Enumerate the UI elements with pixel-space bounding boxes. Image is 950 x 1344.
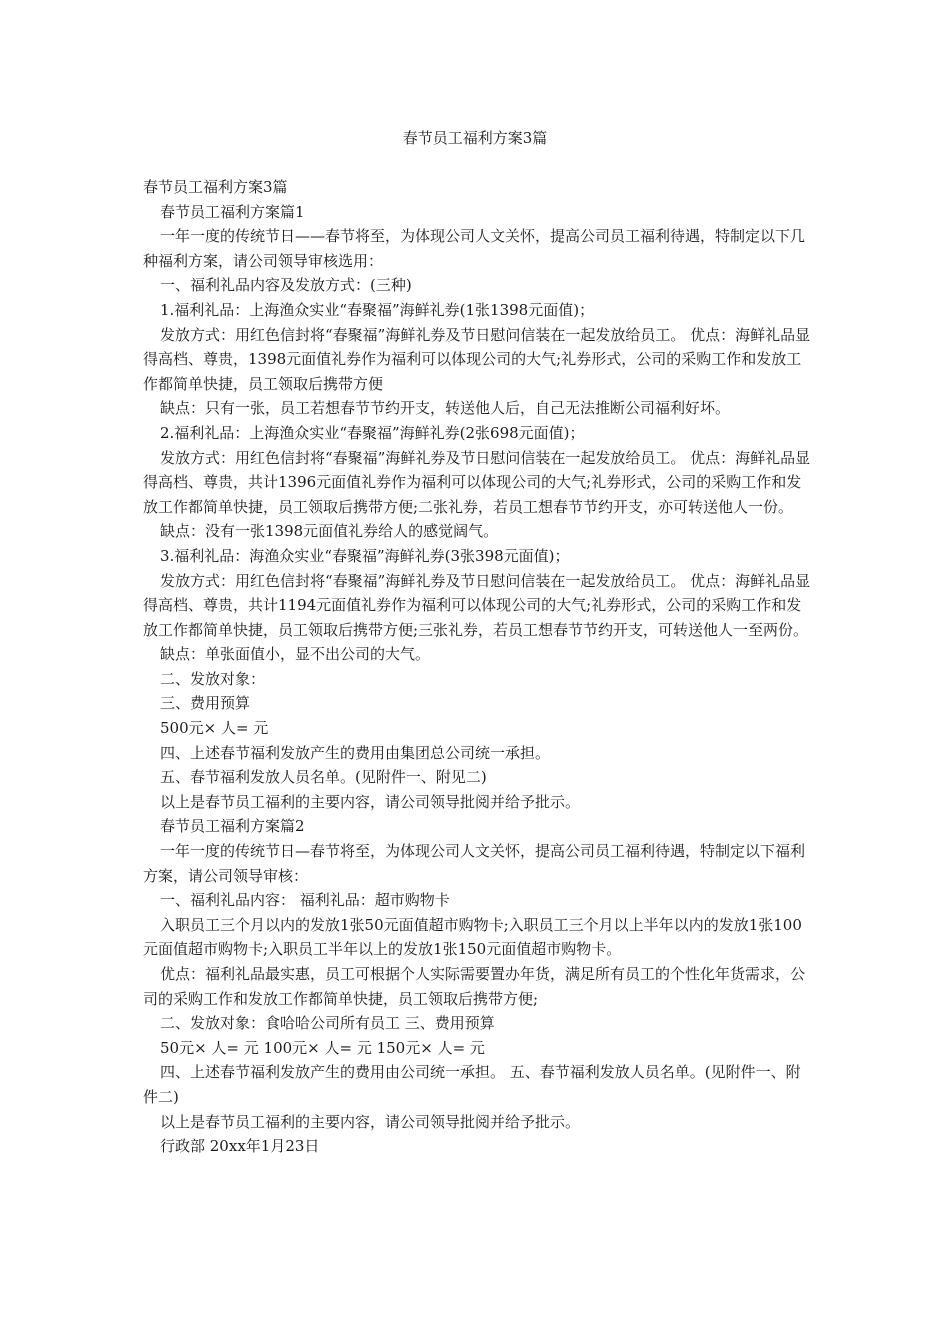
paragraph: 三、费用预算 [160, 694, 251, 713]
paragraph: 500元× 人= 元 [160, 719, 269, 738]
paragraph: 行政部 20xx年1月23日 [160, 1137, 320, 1156]
paragraph: 入职员工三个月以内的发放1张50元面值超市购物卡;入职员工三个月以上半年以内的发放1张100元面值超市购物卡;入职员工半年以上的发放1张150元面值超市购物卡。 [143, 915, 802, 959]
paragraph: 以上是春节员工福利的主要内容，请公司领导批阅并给予批示。 [160, 1112, 581, 1131]
paragraph: 春节员工福利方案篇1 [160, 202, 305, 221]
paragraph: 一、福利礼品内容： 福利礼品：超市购物卡 [160, 891, 450, 910]
document-title: 春节员工福利方案3篇 [402, 129, 548, 147]
paragraph: 1.福利礼品：上海渔众实业“春聚福”海鲜礼券(1张1398元面值)； [160, 300, 595, 319]
paragraph: 四、上述春节福利发放产生的费用由集团总公司统一承担。 [160, 743, 551, 762]
paragraph: 优点：福利礼品最实惠，员工可根据个人实际需要置办年货，满足所有员工的个性化年货需求，公司的采购工作和发放工作都简单快捷，员工领取后携带方便; [143, 965, 806, 1008]
document-body [143, 175, 813, 1159]
paragraph: 发放方式：用红色信封将“春聚福”海鲜礼券及节日慰问信装在一起发放给员工。 优点：海鲜礼品显得高档、尊贵，1398元面值礼券作为福利可以体现公司的大气;礼券形式，公司的采购工作和发放工作都简单快捷，员工领取后携带方便 [143, 325, 811, 393]
paragraph: 四、上述春节福利发放产生的费用由公司统一承担。 五、春节福利发放人员名单。(见附件一、附件二) [143, 1063, 801, 1106]
paragraph: 二、发放对象：食哈哈公司所有员工 三、费用预算 [160, 1014, 495, 1033]
paragraph: 3.福利礼品：海渔众实业“春聚福”海鲜礼券(3张398元面值)； [160, 546, 570, 565]
paragraph: 一年一度的传统节日—春节将至，为体现公司人文关怀，提高公司员工福利待遇，特制定以下福利方案，请公司领导审核： [143, 842, 806, 885]
paragraph: 春节员工福利方案篇2 [160, 817, 305, 836]
paragraph: 以上是春节员工福利的主要内容，请公司领导批阅并给予批示。 [160, 792, 581, 811]
paragraph: 发放方式：用红色信封将“春聚福”海鲜礼券及节日慰问信装在一起发放给员工。 优点：海鲜礼品显得高档、尊贵，共计1194元面值礼券作为福利可以体现公司的大气;礼券形式，公司的采购工作和发放工作都简单快捷，员工领取后携带方便;三张礼券，若员工想春节节约开支，可转送他人一至两份。 [143, 571, 811, 639]
paragraph: 春节员工福利方案3篇 [143, 178, 288, 196]
paragraph: 发放方式：用红色信封将“春聚福”海鲜礼券及节日慰问信装在一起发放给员工。 优点：海鲜礼品显得高档、尊贵，共计1396元面值礼券作为福利可以体现公司的大气;礼券形式，公司的采购工作和发放工作都简单快捷，员工领取后携带方便;二张礼券，若员工想春节节约开支，亦可转送他人一份。 [143, 448, 811, 516]
paragraph: 50元× 人= 元 100元× 人= 元 150元× 人= 元 [160, 1038, 485, 1057]
paragraph: 五、春节福利发放人员名单。(见附件一、附见二) [160, 768, 487, 787]
paragraph: 2.福利礼品：上海渔众实业“春聚福”海鲜礼券(2张698元面值)； [160, 423, 585, 442]
paragraph: 缺点：只有一张，员工若想春节节约开支，转送他人后，自己无法推断公司福利好坏。 [160, 399, 731, 418]
paragraph: 一年一度的传统节日——春节将至，为体现公司人文关怀，提高公司员工福利待遇，特制定以下几种福利方案，请公司领导审核选用： [143, 227, 806, 270]
paragraph: 缺点：单张面值小，显不出公司的大气。 [160, 645, 431, 664]
paragraph: 一、福利礼品内容及发放方式：(三种) [160, 276, 412, 295]
paragraph: 缺点：没有一张1398元面值礼券给人的感觉阔气。 [160, 522, 499, 541]
paragraph: 二、发放对象： [160, 669, 266, 688]
